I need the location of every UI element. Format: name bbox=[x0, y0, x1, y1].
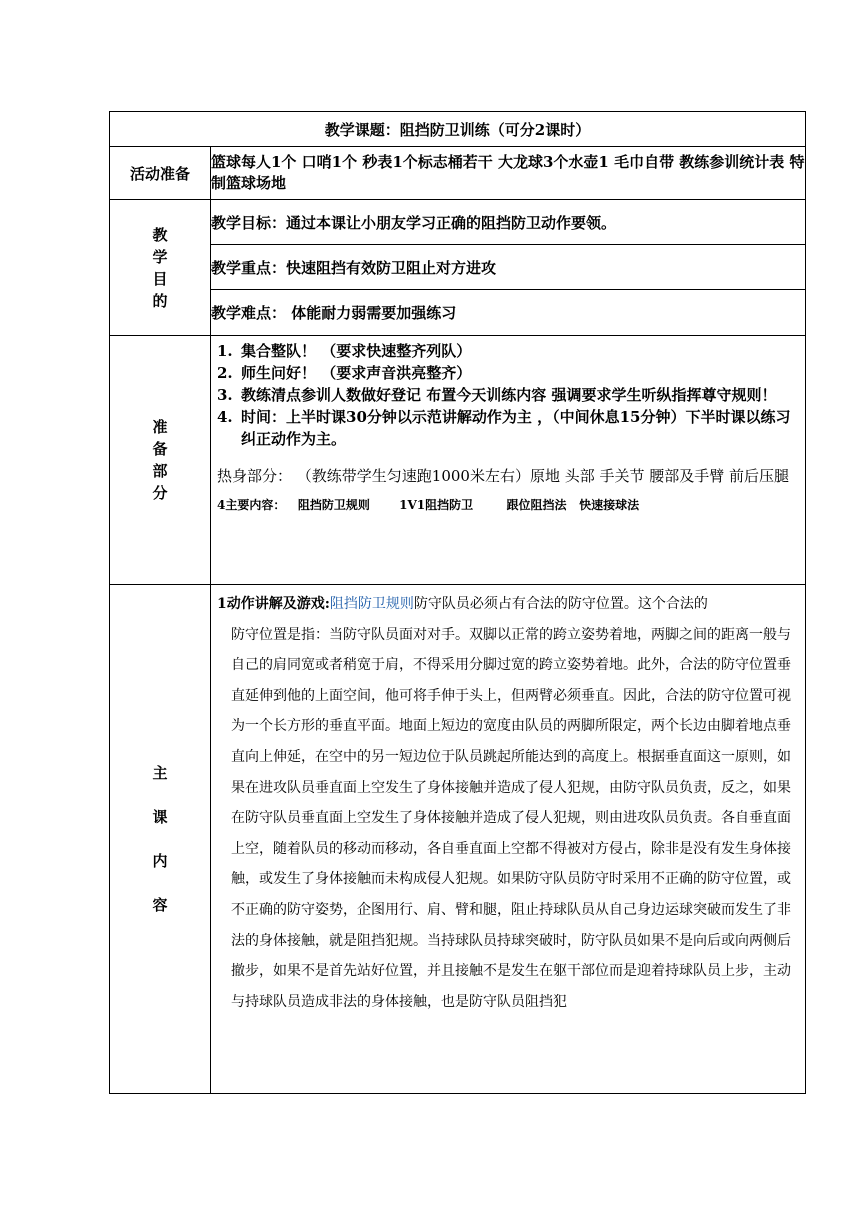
prep-label-char: 部 bbox=[152, 462, 168, 480]
main-label-char: 课 bbox=[152, 808, 168, 826]
preparation-content bbox=[211, 336, 806, 585]
main-content-text bbox=[211, 585, 805, 1061]
rules-link[interactable]: 阻挡防卫规则 bbox=[329, 596, 414, 612]
prep-label-char: 准 bbox=[152, 418, 168, 436]
list-item: 4. 时间：上半时课30分钟以示范讲解动作为主 ，（中间休息15分钟）下半时课以练习纠正动作为主。 bbox=[217, 408, 791, 448]
activity-prep-label: 活动准备 bbox=[110, 147, 211, 200]
main-items-text: 4主要内容： 阻挡防卫规则 1V1阻挡防卫 跟位阻挡法 快速接球法 bbox=[217, 498, 640, 512]
main-label-char: 主 bbox=[152, 764, 168, 782]
preparation-label bbox=[110, 336, 211, 585]
first-line-rest: 防守队员必须占有合法的防守位置。这个合法的 bbox=[413, 596, 708, 612]
prep-label-char: 备 bbox=[152, 440, 168, 458]
list-item: 1. 集合整队！ （要求快速整齐列队） bbox=[217, 342, 472, 360]
goals-label-char: 学 bbox=[152, 247, 168, 266]
activity-prep-text: 篮球每人1个 口哨1个 秒表1个标志桶若干 大龙球3个水壶1 毛巾自带 教练参训统计表 特制篮球场地 bbox=[211, 147, 806, 200]
main-body-text: 防守位置是指：当防守队员面对对手。双脚以正常的跨立姿势着地，两脚之间的距离一般与自己的肩同宽或者稍宽于肩，不得采用分脚过宽的跨立姿势着地。此外，合法的防守位置垂直延伸到他的上面空间，他可将手伸于头上，但两臂必须垂直。因此，合法的防守位置可视为一个长方形的垂直平面。地面上短边的宽度由队员的两脚所限定，两个长边由脚着地点垂直向上伸延，在空中的另一短边位于队员跳起所能达到的高度上。根据垂直面这一原则，如果在进攻队员垂直面上空发生了身体接触并造成了侵人犯规，由防守队员负责，反之，如果在防守队员垂直面上空发生了身体接触并造成了侵人犯规，则由进攻队员负责。各自垂直面上空，随着队员的移动而移动，各自垂直面上空都不得被对方侵占，除非是没有发生身体接触，或发生了身体接触而未构成侵人犯规。如果防守队员防守时采用不正确的防守位置，或不正确的防守姿势，企图用行、肩、臂和腿，阻止持球队员从自己身边运球突破而发生了非法的身体接触，就是阻挡犯规。当持球队员持球突破时，防守队员如果不是向后或向两侧后撤步，如果不是首先站好位置，并且接触不是发生在躯干部位而是迎着持球队员上步，主动与持球队员造成非法的身体接触，也是防守队员阻挡犯 bbox=[231, 626, 791, 1010]
list-item: 3. 教练清点参训人数做好登记 布置今天训练内容 强调要求学生听纵指挥尊守规则！ bbox=[217, 386, 777, 404]
teaching-difficulty: 教学难点： 体能耐力弱需要加强练习 bbox=[211, 290, 806, 336]
warmup-text: 热身部分： （教练带学生匀速跑1000米左右）原地 头部 手关节 腰部及手臂 前后压腿 bbox=[217, 467, 790, 485]
main-label-char: 容 bbox=[152, 896, 168, 914]
title-row bbox=[110, 112, 806, 147]
goal-objective-row bbox=[110, 200, 806, 245]
preparation-steps bbox=[211, 340, 805, 450]
list-item: 2. 师生问好！ （要求声音洪亮整齐） bbox=[217, 364, 472, 382]
activity-prep-row bbox=[110, 147, 806, 200]
goals-label-char: 目 bbox=[152, 269, 168, 288]
main-content-row bbox=[110, 585, 806, 1094]
goal-difficulty-row bbox=[110, 290, 806, 336]
main-label-char: 内 bbox=[152, 852, 168, 870]
main-first-line bbox=[217, 589, 799, 620]
teaching-key-point: 教学重点：快速阻挡有效防卫阻止对方进攻 bbox=[211, 245, 806, 290]
lesson-plan-table bbox=[109, 111, 806, 1094]
section-heading: 1动作讲解及游戏: bbox=[217, 596, 330, 612]
teaching-objective: 教学目标：通过本课让小朋友学习正确的阻挡防卫动作要领。 bbox=[211, 200, 806, 245]
main-content-cell bbox=[211, 585, 806, 1094]
goals-label-char: 的 bbox=[152, 291, 168, 310]
prep-label-char: 分 bbox=[152, 484, 168, 502]
goals-label bbox=[110, 200, 211, 336]
preparation-row bbox=[110, 336, 806, 585]
goals-label-char: 教 bbox=[152, 225, 168, 244]
main-content-label bbox=[110, 585, 211, 1094]
goal-keypoint-row bbox=[110, 245, 806, 290]
lesson-title: 教学课题：阻挡防卫训练（可分2课时） bbox=[110, 112, 806, 147]
